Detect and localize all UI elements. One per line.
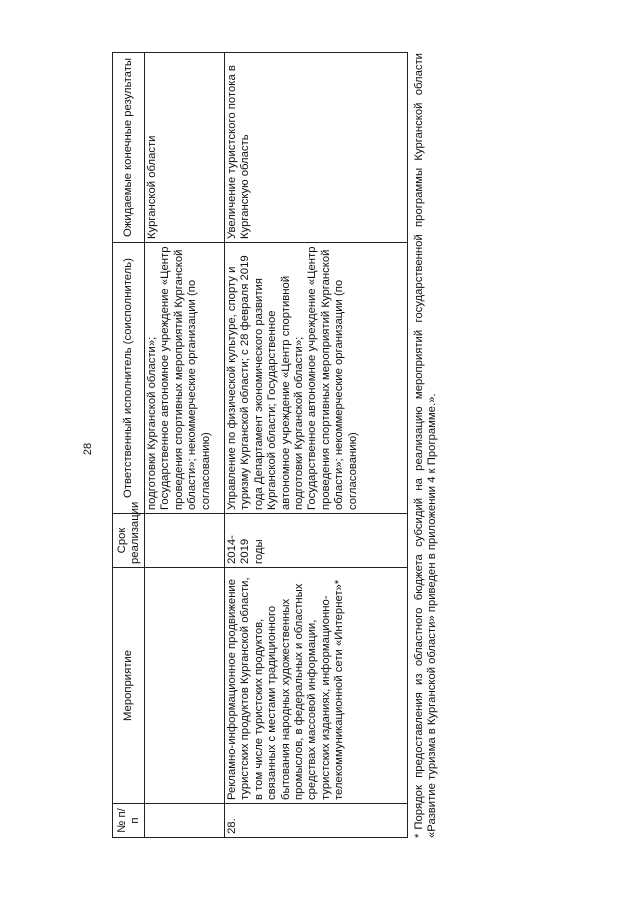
header-term: Срок реализации: [113, 514, 145, 568]
header-number: № п/п: [113, 804, 145, 838]
table-header-row: [113, 53, 145, 838]
cell-results: Увеличение туристского потока в Курганскую область: [225, 53, 408, 243]
footnote: [413, 53, 439, 838]
header-event: Мероприятие: [113, 568, 145, 804]
page-number: 28: [82, 442, 94, 456]
cell-number: 28.: [225, 804, 408, 838]
table-row-continuation: [145, 53, 225, 838]
cell-event: [145, 568, 225, 804]
cell-number: [145, 804, 225, 838]
cell-executor: подготовки Курганской области»; Государственное автономное учреждение «Центр проведения спортивных мероприятий Курганской области»; некоммерческие организации (по согласованию): [145, 243, 225, 514]
rotated-document-sheet: [112, 53, 437, 838]
cell-results: Курганской области: [145, 53, 225, 243]
activities-table: [112, 52, 408, 838]
cell-term: 2014-2019 годы: [225, 514, 408, 568]
cell-executor: Управление по физической культуре, спорту и туризму Курганской области; с 28 февраля 2019 года Департамент экономического развития Курганской области; Государственное автономное учреждение «Центр спортивной подготовки Курганской области»; Государственное автономное учреждение «Центр проведения спортивных мероприятий Курганской области»; некоммерческие организации (по согласованию): [225, 243, 408, 514]
header-results: Ожидаемые конечные результаты: [113, 53, 145, 243]
table-row-28: [225, 53, 408, 838]
cell-event: Рекламно-информационное продвижение туристских продуктов Курганской области, в том числе туристских продуктов, связанных с местами традиционного бытования народных художественных промыслов, в федеральных и областных средствах массовой информации, туристских изданиях, информационно-телекоммуникационной сети «Интернет»*: [225, 568, 408, 804]
footnote-marker: *: [413, 833, 425, 838]
footnote-text: Порядок предоставления из областного бюджета субсидий на реализацию мероприятий государственной программы Курганской области «Развитие туризма в Курганской области» приведен в приложении 4 к Программе.».: [413, 53, 438, 838]
cell-term: [145, 514, 225, 568]
header-executor: Ответственный исполнитель (соисполнитель): [113, 243, 145, 514]
